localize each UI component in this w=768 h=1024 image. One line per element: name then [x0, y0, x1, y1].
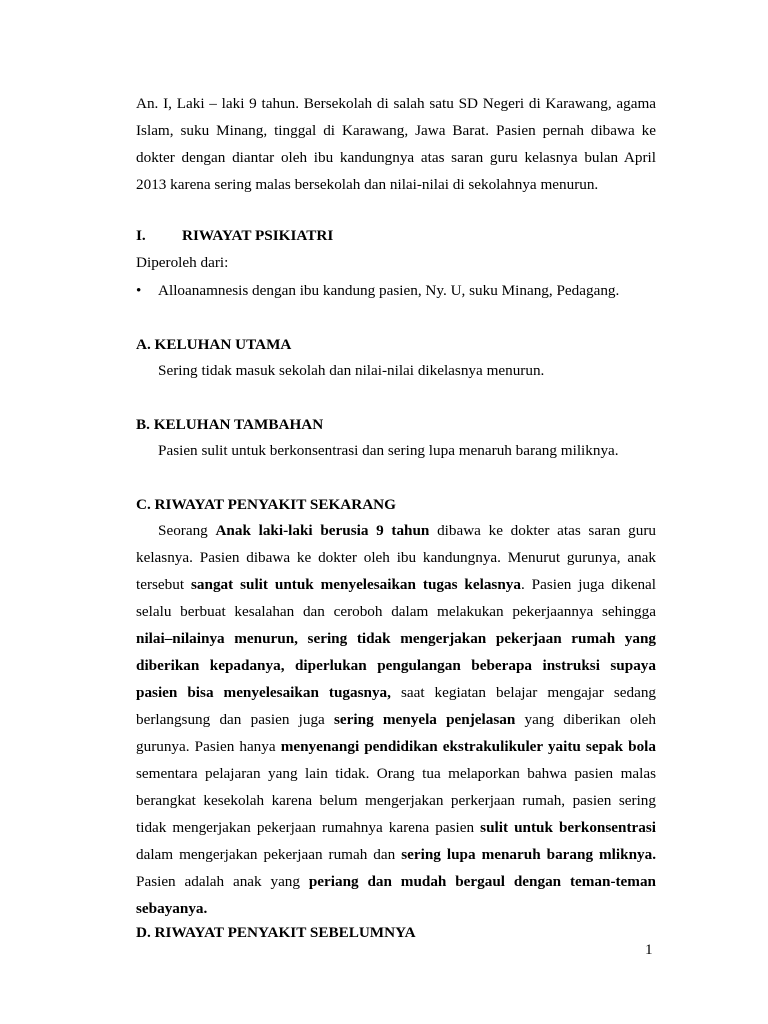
emphasis-text: sangat sulit untuk menyelesaikan tugas kelasnya [191, 576, 521, 593]
source-label: Diperoleh dari: [136, 254, 229, 271]
body-text: . Pasien juga dikenal selalu berbuat kesalahan dan ceroboh dalam melakukan pekerjaannya sehingga [136, 576, 656, 620]
emphasis-text: periang dan mudah bergaul dengan teman-teman sebayanya. [136, 873, 656, 917]
emphasis-text: Anak laki-laki berusia 9 tahun [215, 522, 430, 539]
section-c-heading: C. RIWAYAT PENYAKIT SEKARANG [136, 496, 396, 513]
section-c-paragraph [136, 517, 656, 922]
intro-paragraph: An. I, Laki – laki 9 tahun. Bersekolah di salah satu SD Negeri di Karawang, agama Islam, suku Minang, tinggal di Karawang, Jawa Barat. Pasien pernah dibawa ke dokter dengan diantar oleh ibu kandungnya atas saran guru kelasnya bulan April 2013 karena sering malas bersekolah dan nilai-nilai di sekolahnya menurun. [136, 95, 656, 193]
emphasis-text: sulit untuk berkonsentrasi [480, 819, 656, 836]
source-item: Alloanamnesis dengan ibu kandung pasien, Ny. U, suku Minang, Pedagang. [158, 282, 620, 299]
emphasis-text: nilai–nilainya menurun, sering tidak mengerjakan pekerjaan rumah yang diberikan kepadanya, diperlukan pengulangan beberapa instruksi supaya pasien bisa menyelesaikan tugasnya, [136, 630, 656, 701]
section-b-text: Pasien sulit untuk berkonsentrasi dan sering lupa menaruh barang miliknya. [158, 442, 619, 459]
page-number: 1 [645, 941, 653, 958]
section-1-title: RIWAYAT PSIKIATRI [182, 227, 334, 244]
body-text: dalam mengerjakan pekerjaan rumah dan [136, 846, 402, 863]
section-b-heading: B. KELUHAN TAMBAHAN [136, 416, 324, 433]
section-1-number: I. [136, 227, 146, 244]
emphasis-text: menyenangi pendidikan ekstrakulikuler yaitu sepak bola [280, 738, 656, 755]
section-a-heading: A. KELUHAN UTAMA [136, 336, 292, 353]
source-bullet: • [136, 282, 142, 299]
body-text: dibawa ke dokter atas saran guru kelasnya. Pasien dibawa ke dokter oleh ibu kandungnya. Menurut gurunya, anak tersebut [136, 522, 656, 593]
emphasis-text: sering menyela penjelasan [334, 711, 516, 728]
body-text: Seorang [158, 522, 216, 539]
section-d-heading: D. RIWAYAT PENYAKIT SEBELUMNYA [136, 924, 416, 941]
emphasis-text: sering lupa menaruh barang mliknya. [401, 846, 656, 863]
body-text: saat kegiatan belajar mengajar sedang berlangsung dan pasien juga [136, 684, 657, 728]
body-text: yang diberikan oleh gurunya. Pasien hanya [136, 711, 657, 755]
body-text: sementara pelajaran yang lain tidak. Orang tua melaporkan bahwa pasien malas berangkat kesekolah karena belum mengerjakan perkerjaan rumah, pasien sering tidak mengerjakan pekerjaan rumahnya karena pasien [136, 765, 656, 836]
section-a-text: Sering tidak masuk sekolah dan nilai-nilai dikelasnya menurun. [158, 362, 545, 379]
section-1-heading [136, 226, 333, 246]
body-text: Pasien adalah anak yang [136, 873, 309, 890]
